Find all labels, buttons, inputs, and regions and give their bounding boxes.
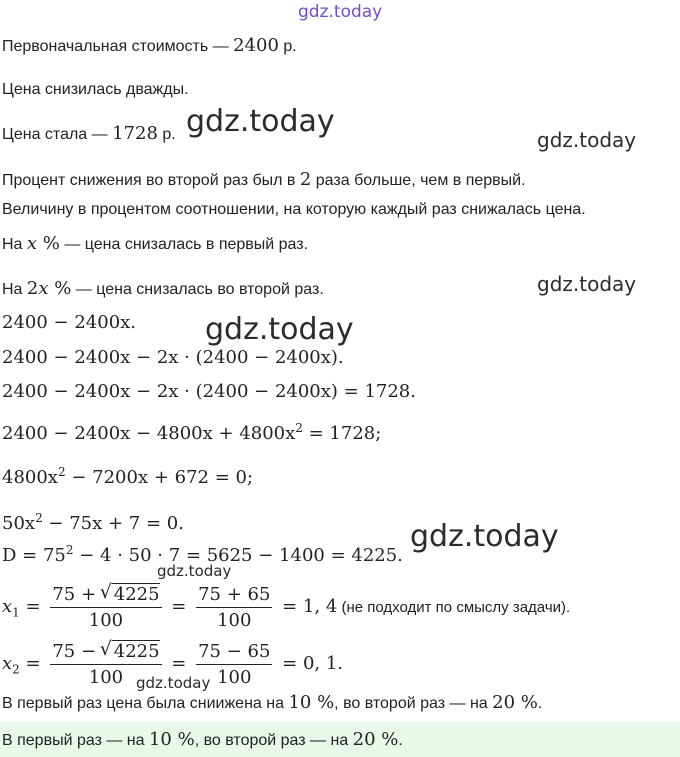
eq-part: − 75x + 7 = 0. [42, 513, 184, 534]
math-var: x [26, 233, 38, 254]
root-var: x [2, 596, 13, 617]
first-drop-line [2, 233, 308, 256]
condition-line [2, 169, 526, 192]
text: . [537, 695, 543, 712]
answer-line [2, 729, 403, 752]
equals: = [19, 653, 47, 674]
equals: = [19, 596, 47, 617]
text: . [398, 732, 403, 749]
conclusion-line [2, 692, 542, 715]
denominator: 100 [217, 666, 252, 688]
text: Цена стала — [2, 126, 113, 143]
text: В первый раз — на [2, 732, 149, 749]
math-percent: % [48, 278, 72, 299]
text: — цена снизалась во второй раз. [71, 281, 324, 298]
text: Процент снижения во второй раз был в [2, 172, 300, 189]
eq-part: 2400 − 2400x − 4800x + 4800x [2, 423, 296, 444]
discriminant [2, 539, 403, 567]
denominator: 100 [217, 609, 252, 631]
equation-2: 2400 − 2400x − 2x · (2400 − 2400x). [2, 347, 344, 368]
answer-box [0, 722, 680, 757]
sqrt: √ 4225 [112, 583, 160, 605]
watermark: gdz.today [537, 272, 637, 296]
watermark: gdz.today [186, 104, 335, 139]
fraction-1 [50, 583, 161, 631]
equation-5 [2, 461, 253, 489]
math-coef: 2 [26, 278, 39, 299]
exponent: 2 [35, 511, 43, 525]
text: В первый раз цена была сниижена на [2, 695, 289, 712]
equals: = [165, 653, 193, 674]
exponent: 2 [295, 421, 303, 435]
root-index: 2 [12, 662, 20, 677]
watermark: gdz.today [157, 562, 232, 580]
eq-part: D = 75 [2, 545, 66, 566]
math-value: 1728 [112, 123, 158, 144]
eq-part: − 4 · 50 · 7 = 5625 − 1400 = 4225. [73, 545, 403, 566]
watermark: gdz.today [537, 128, 637, 152]
eq-part: 4800x [2, 467, 58, 488]
math-value: 2400 [233, 35, 279, 56]
numerator [50, 583, 161, 608]
math-value: 2 [299, 169, 312, 190]
denominator: 100 [88, 610, 124, 631]
text: р. [278, 38, 297, 55]
watermark: gdz.today [410, 519, 559, 554]
price-dropped-line [2, 79, 189, 101]
result: = 1, 4 [276, 596, 338, 617]
text: — цена снизалась в первый раз. [59, 236, 309, 253]
math-percent: 20 % [352, 729, 399, 750]
math-percent: 10 % [288, 692, 335, 713]
equation-4 [2, 417, 381, 445]
math-percent: % [37, 233, 60, 254]
root-var: x [2, 653, 13, 674]
final-price-line [2, 123, 176, 146]
eq-part: = 1728; [302, 423, 382, 444]
equals: = [165, 596, 193, 617]
exponent: 2 [57, 465, 66, 479]
variable-line [2, 199, 586, 221]
math-percent: 20 % [492, 692, 538, 713]
exponent: 2 [65, 543, 74, 557]
text: , во второй раз — на [194, 732, 353, 749]
watermark: gdz.today [136, 674, 211, 692]
fraction-2 [196, 641, 272, 688]
text: На [2, 236, 27, 253]
note: (не подходит по смыслу задачи). [337, 599, 571, 616]
watermark: gdz.today [205, 312, 354, 347]
equation-6 [2, 507, 184, 535]
denominator: 100 [88, 667, 124, 688]
watermark-top: gdz.today [298, 2, 383, 22]
numerator: 75 − 65 [196, 641, 272, 665]
second-drop-line [2, 278, 324, 301]
text: раза больше, чем в первый. [311, 172, 526, 189]
numerator [50, 640, 161, 665]
text: Первоначальная стоимость — [2, 38, 234, 55]
text: р. [157, 126, 176, 143]
eq-part: 50x [2, 513, 36, 534]
text: Величину в процентом соотношении, на которую каждый раз снижалась цена. [2, 201, 586, 218]
root-index: 1 [12, 605, 20, 620]
equation-3: 2400 − 2400x − 2x · (2400 − 2400x) = 1728. [2, 381, 416, 402]
fraction-1 [50, 640, 161, 688]
equation-1: 2400 − 2400x. [2, 312, 137, 333]
num-part: 75 + [52, 584, 102, 605]
math-percent: 10 % [148, 729, 195, 750]
initial-cost-line [2, 35, 297, 58]
text: , во второй раз — на [334, 695, 493, 712]
math-var: x [38, 278, 49, 299]
num-part: 75 − [52, 641, 102, 662]
root-x1 [2, 583, 570, 631]
numerator: 75 + 65 [196, 584, 272, 608]
sqrt: √ 4225 [112, 640, 160, 662]
fraction-2 [196, 584, 272, 631]
text: Цена снизилась дважды. [2, 81, 189, 98]
eq-part: − 7200x + 672 = 0; [65, 467, 254, 488]
root-x2 [2, 640, 343, 688]
result: = 0, 1. [276, 653, 344, 674]
text: На [2, 281, 27, 298]
